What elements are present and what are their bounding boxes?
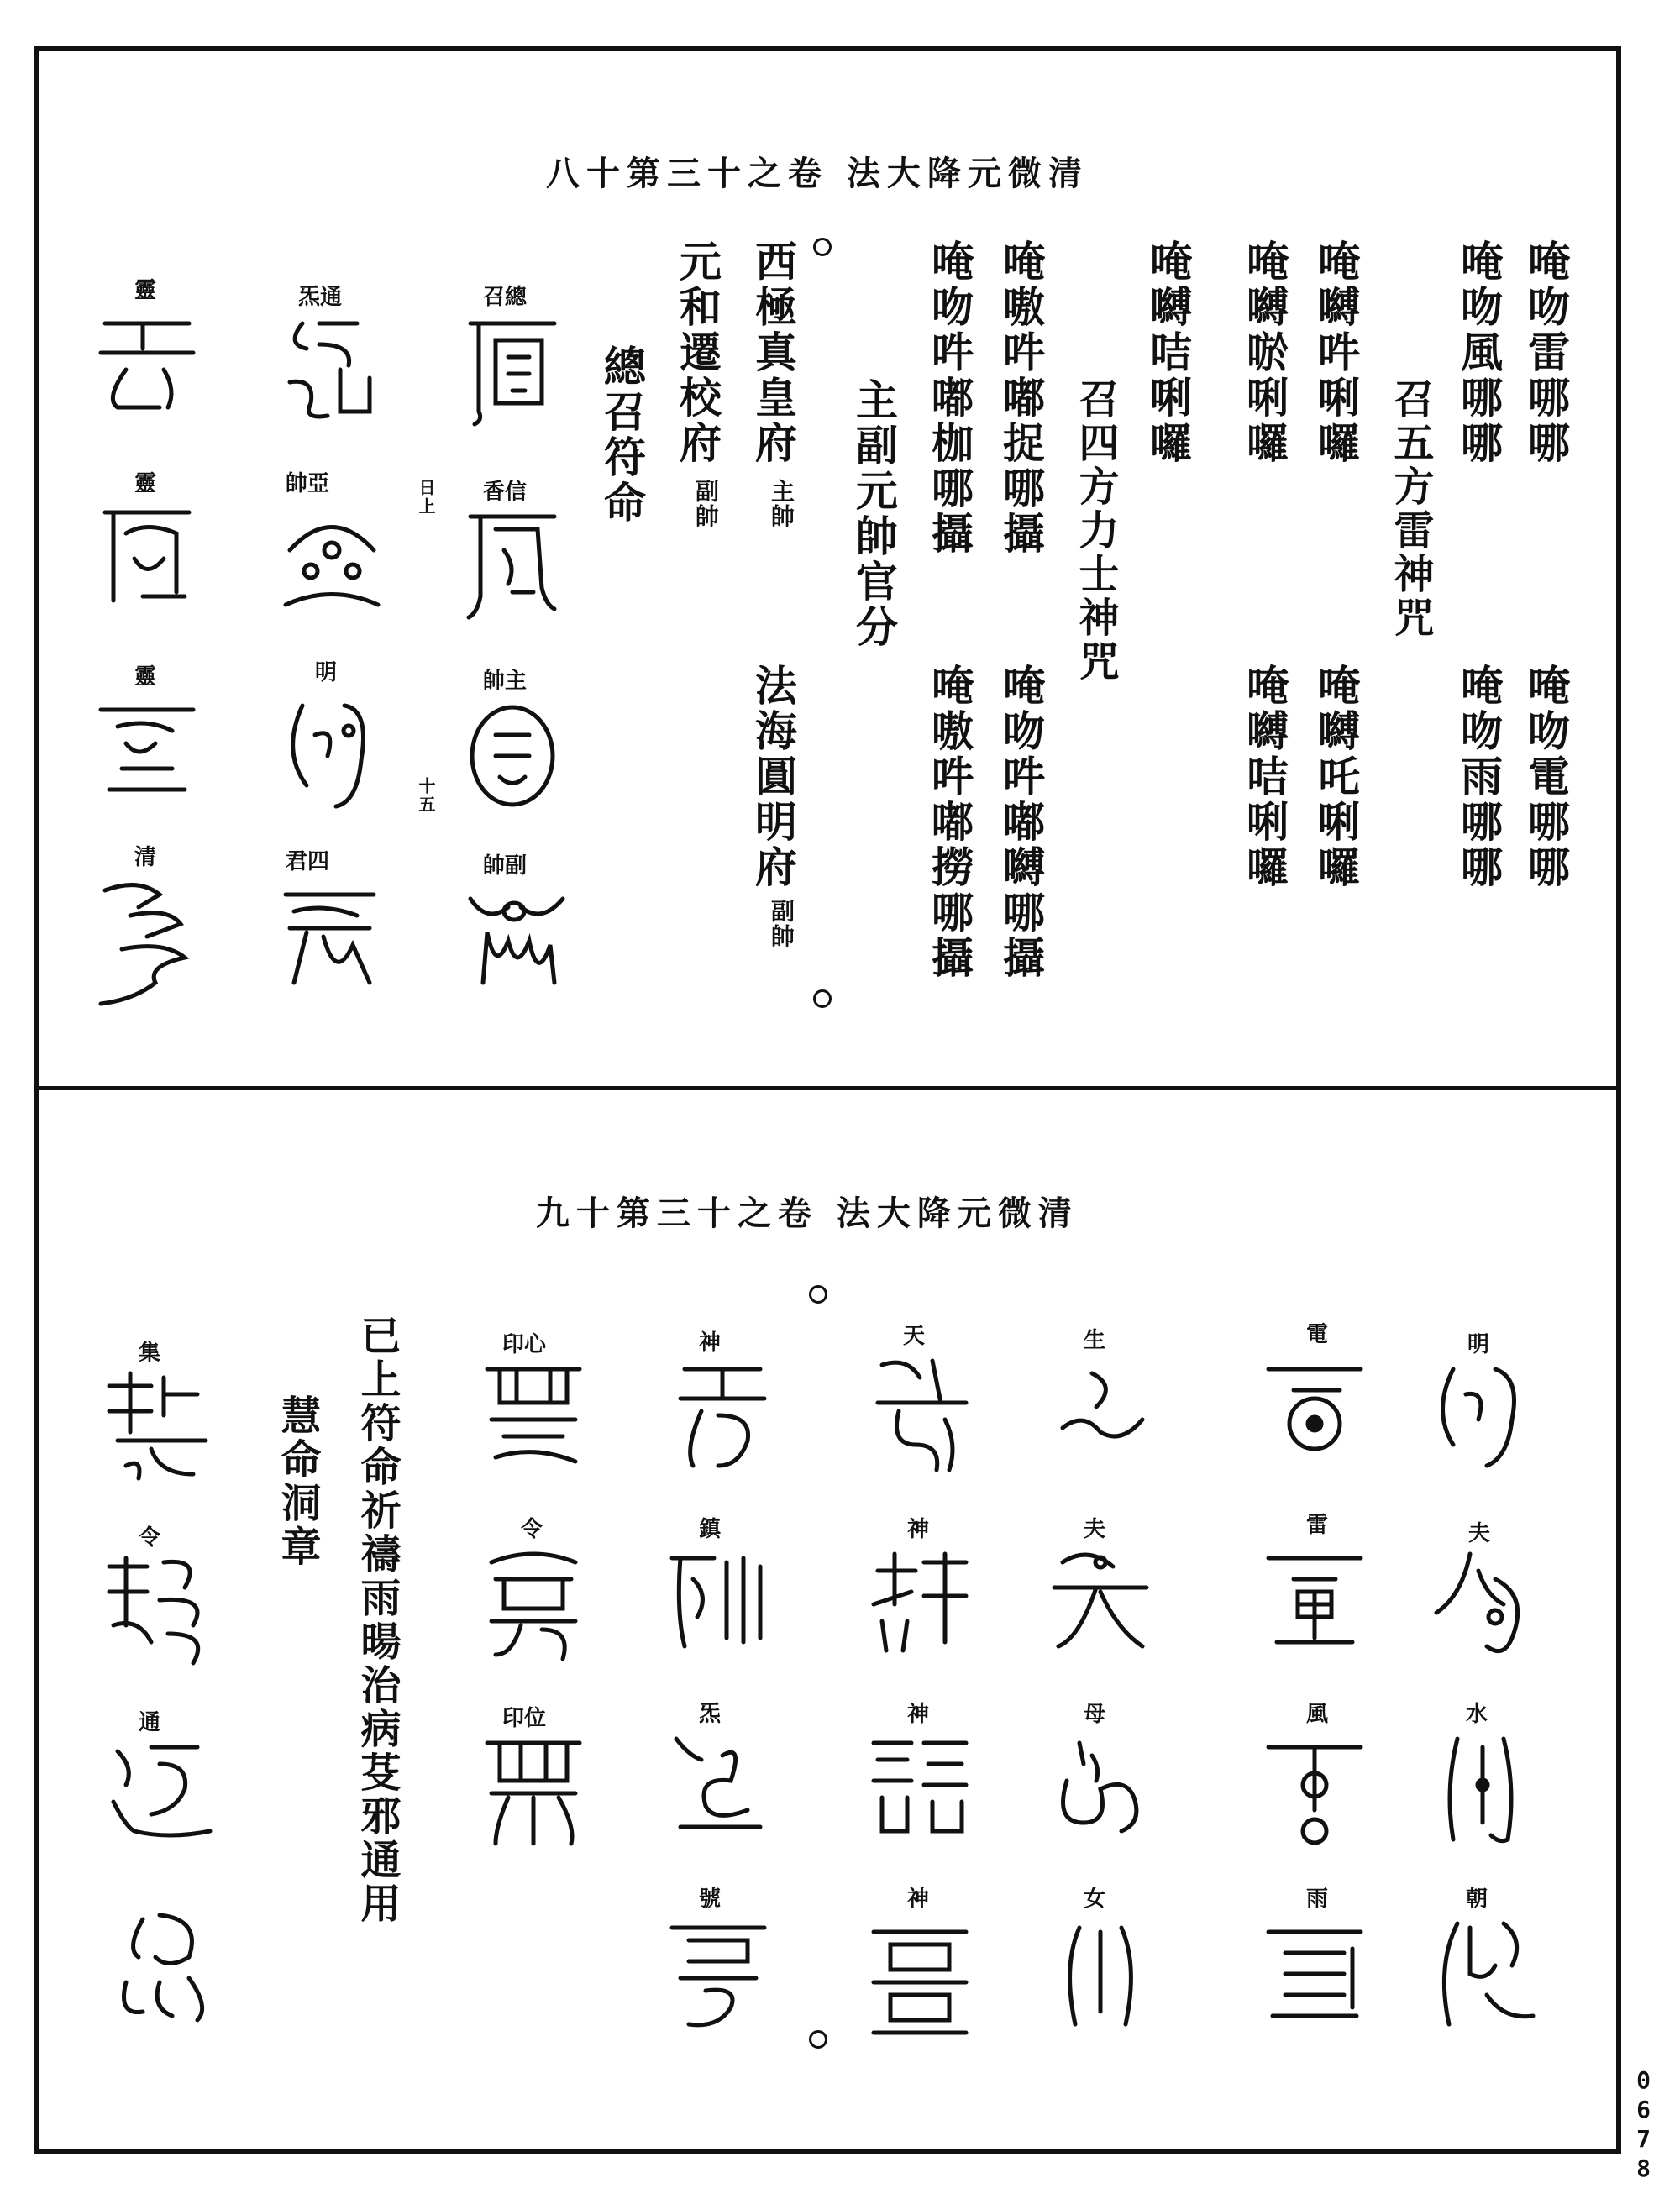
bcap-ling: 令 (521, 1517, 543, 1542)
talisman-tian-icon (865, 1352, 974, 1478)
cap-ling-1: 靈 (134, 278, 157, 303)
page-number: 0678 (1630, 2066, 1657, 2184)
talisman-sijun-icon (273, 878, 386, 991)
cap-qing: 清 (134, 845, 157, 870)
bcap-tian: 天 (903, 1324, 926, 1349)
bottom-text-col-b: 慧命洞章 (274, 1394, 321, 1569)
talisman-shen-4-icon (865, 1915, 974, 2041)
bcap-ling-2: 令 (139, 1525, 161, 1551)
cap-xinxiang: 信香 (483, 480, 528, 505)
bcap-qi: 炁 (699, 1702, 722, 1727)
top-col-9: 唵吻吽嘟枷哪攝 (925, 239, 974, 557)
note-zhushuai: 主帥 (768, 479, 795, 529)
talisman-zongzhao-icon (462, 311, 563, 428)
bottom-circle-marker-2 (809, 2030, 827, 2049)
top-col-10: 主副元帥官分 (849, 378, 899, 650)
cap-ling-3: 靈 (134, 664, 157, 690)
talisman-fushuai-icon (462, 882, 571, 991)
cap-zongzhao: 總召 (483, 285, 528, 310)
top-col-12: 元和遷校府 (673, 239, 722, 466)
top-col-lower-4: 唵嚩咭唎囉 (1240, 664, 1289, 890)
bcap-feng: 風 (1306, 1702, 1329, 1727)
top-col-1: 唵吻雷哪哪 (1521, 239, 1571, 466)
top-col-11: 西極真皇府 (748, 239, 798, 466)
talisman-ming-b-icon (1428, 1361, 1529, 1470)
bcap-fu-2: 夫 (1084, 1517, 1106, 1542)
talisman-qi-icon (664, 1730, 773, 1839)
top-circle-marker-2 (813, 989, 832, 1008)
top-col-13: 總召符命 (597, 344, 647, 526)
cap-fushuai: 副帥 (483, 853, 528, 879)
bcap-tong: 通 (139, 1710, 161, 1735)
top-col-2: 唵吻風哪哪 (1454, 239, 1504, 466)
cap-zhushuai: 主帥 (483, 669, 528, 694)
top-col-lower-3: 唵嚩吒唎囉 (1311, 664, 1361, 890)
bcap-hao: 號 (699, 1887, 722, 1912)
talisman-ling-b-icon (479, 1546, 588, 1663)
talisman-lei-icon (1260, 1546, 1369, 1655)
talisman-yu-icon (1260, 1915, 1369, 2033)
talisman-yashuai-icon (277, 504, 386, 613)
talisman-dian-icon (1260, 1352, 1369, 1462)
panel-divider (34, 1086, 1621, 1090)
talisman-ling-2-icon (92, 500, 202, 609)
cap-rishang: 日上 (416, 479, 436, 516)
top-col-7: 召四方力士神咒 (1072, 378, 1119, 684)
bcap-dian: 電 (1306, 1322, 1329, 1347)
top-col-4: 唵嚩吽唎囉 (1311, 239, 1361, 466)
bcap-mu: 母 (1084, 1702, 1106, 1727)
top-col-lower-2: 唵吻雨哪哪 (1454, 664, 1504, 890)
top-col-5: 唵嚩唹唎囉 (1240, 239, 1289, 466)
bcap-shen-3: 神 (907, 1702, 930, 1727)
bcap-shen-2: 神 (907, 1517, 930, 1542)
note-fushuai-2: 副帥 (768, 899, 795, 949)
bottom-circle-marker-1 (809, 1285, 827, 1304)
bcap-chao: 朝 (1466, 1887, 1488, 1912)
top-col-lower-5: 唵吻吽嘟嚩哪攝 (996, 664, 1046, 981)
bcap-jijie: 集 (139, 1341, 161, 1366)
talisman-zhen-icon (664, 1546, 773, 1655)
talisman-tongsheng-icon (277, 311, 386, 428)
bottom-text-col-a: 已上符命祈禱雨暘治病芟邪通用 (354, 1315, 401, 1926)
talisman-tong-icon (101, 1735, 218, 1852)
talisman-fu-3-icon (109, 1907, 218, 2024)
talisman-sheng-icon (1050, 1361, 1151, 1453)
talisman-feng-icon (1260, 1730, 1369, 1848)
bcap-weiyin: 位印 (502, 1706, 547, 1731)
talisman-nv-icon (1054, 1915, 1147, 2033)
bcap-yu: 雨 (1306, 1887, 1329, 1912)
top-circle-marker-1 (813, 238, 832, 256)
talisman-xinxiang-icon (462, 504, 563, 622)
talisman-chao-icon (1428, 1915, 1537, 2033)
talisman-fu-icon (1428, 1546, 1537, 1663)
top-col-14: 法海圓明府 (748, 664, 798, 890)
top-col-lower-6: 唵嗷吽嘟撈哪攝 (925, 664, 974, 981)
talisman-ling-3-icon (92, 693, 202, 802)
talisman-shen-1-icon (668, 1357, 777, 1474)
top-col-3: 召五方雷神咒 (1387, 378, 1434, 640)
bcap-zhen: 鎮 (699, 1517, 722, 1542)
talisman-ling-c-icon (101, 1550, 218, 1667)
bcap-lei: 雷 (1306, 1513, 1329, 1538)
talisman-ming-icon (277, 693, 386, 811)
page-frame (34, 46, 1621, 2154)
talisman-xinyin-icon (479, 1357, 588, 1474)
talisman-hao-icon (664, 1915, 773, 2033)
talisman-shui-icon (1432, 1730, 1533, 1848)
note-fushuai-1: 副帥 (692, 479, 720, 529)
cap-shiwu: 十五 (416, 777, 436, 814)
bcap-fu: 夫 (1468, 1521, 1491, 1546)
bcap-nv: 女 (1084, 1887, 1106, 1912)
bcap-shen-1: 神 (699, 1330, 722, 1356)
talisman-qing-icon (88, 874, 202, 1008)
top-col-6: 唵嚩咭唎囉 (1143, 239, 1193, 466)
talisman-ling-1-icon (92, 307, 202, 416)
bcap-shui: 水 (1466, 1702, 1488, 1727)
cap-tongsheng: 通炁 (298, 285, 343, 310)
talisman-mu-icon (1050, 1730, 1151, 1839)
cap-sijun: 四君 (286, 849, 330, 874)
talisman-jijie-icon (101, 1365, 218, 1483)
cap-yashuai: 亞帥 (286, 471, 330, 496)
top-header: 清微元降大法 卷之十三第十八 (546, 154, 1089, 193)
talisman-shen-2-icon (865, 1546, 974, 1655)
talisman-weiyin-icon (479, 1730, 588, 1848)
top-col-lower-1: 唵吻電哪哪 (1521, 664, 1571, 890)
bcap-ming: 明 (1467, 1332, 1490, 1357)
cap-ling-2: 靈 (134, 471, 157, 496)
bcap-sheng: 生 (1084, 1328, 1106, 1353)
talisman-shen-3-icon (865, 1730, 974, 1839)
cap-ming-top: 明 (315, 660, 338, 685)
talisman-zhushuai-icon (462, 697, 563, 815)
bcap-shen-4: 神 (907, 1887, 930, 1912)
top-col-8: 唵嗷吽嘟捉哪攝 (996, 239, 1046, 557)
bottom-header: 清微元降大法 卷之十三第十九 (536, 1194, 1079, 1233)
talisman-fu-2-icon (1046, 1546, 1155, 1655)
bcap-xinyin: 心印 (502, 1332, 547, 1357)
